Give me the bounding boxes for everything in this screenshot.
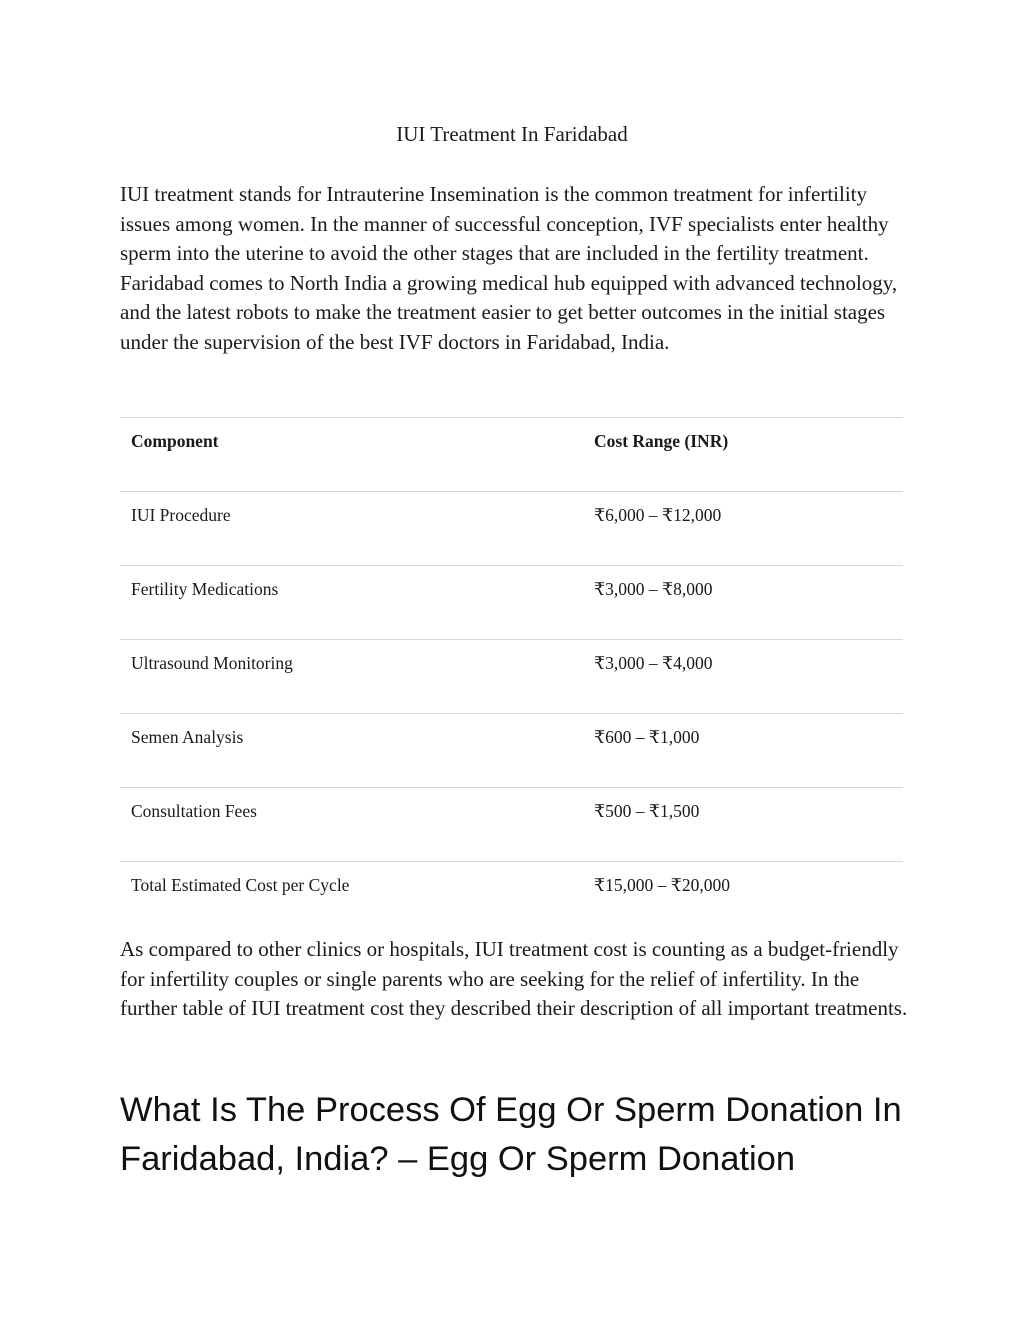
component-cell: Total Estimated Cost per Cycle <box>131 875 350 895</box>
table-row <box>120 788 903 862</box>
table-header-row <box>120 418 903 492</box>
cost-cell: ₹3,000 – ₹8,000 <box>594 579 713 599</box>
cost-cell: ₹6,000 – ₹12,000 <box>594 505 722 525</box>
table-row <box>120 714 903 788</box>
component-cell: IUI Procedure <box>131 505 231 525</box>
document-title: IUI Treatment In Faridabad <box>396 122 628 146</box>
cost-cell: ₹3,000 – ₹4,000 <box>594 653 713 673</box>
table-row <box>120 492 903 566</box>
table-row-total <box>120 862 903 936</box>
component-cell: Ultrasound Monitoring <box>131 653 293 673</box>
table-row <box>120 566 903 640</box>
cost-table <box>120 417 903 936</box>
table-row <box>120 640 903 714</box>
column-header-component: Component <box>131 431 219 451</box>
cost-cell: ₹600 – ₹1,000 <box>594 727 700 747</box>
intro-paragraph: IUI treatment stands for Intrauterine Insemination is the common treatment for infertility issues among women. In the manner of successful conception, IVF specialists enter healthy sperm into the uterine to avoid the other stages that are included in the fertility treatment. Faridabad comes to North India a growing medical hub equipped with advanced technology, and the latest robots to make the treatment easier to get better outcomes in the initial stages under the supervision of the best IVF doctors in Faridabad, India. <box>120 182 898 354</box>
component-cell: Semen Analysis <box>131 727 244 747</box>
cost-cell: ₹500 – ₹1,500 <box>594 801 700 821</box>
section-heading: What Is The Process Of Egg Or Sperm Donation In Faridabad, India? – Egg Or Sperm Donation <box>120 1091 902 1178</box>
cost-cell: ₹15,000 – ₹20,000 <box>594 875 731 895</box>
column-header-cost: Cost Range (INR) <box>594 431 729 451</box>
component-cell: Consultation Fees <box>131 801 257 821</box>
closing-paragraph: As compared to other clinics or hospitals, IUI treatment cost is counting as a budget-friendly for infertility couples or single parents who are seeking for the relief of infertility. In the further table of IUI treatment cost they described their description of all important treatments. <box>120 937 908 1020</box>
component-cell: Fertility Medications <box>131 579 279 599</box>
